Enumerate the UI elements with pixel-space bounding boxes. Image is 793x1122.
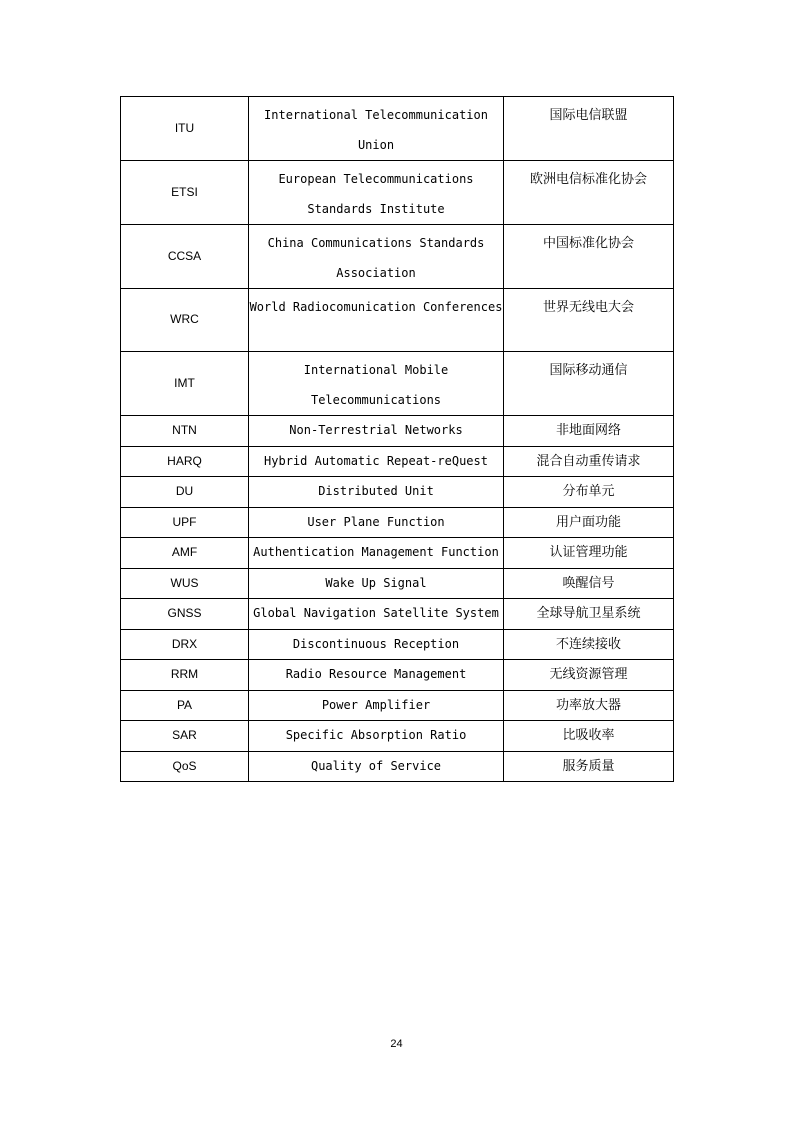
- chinese-name-cell: 功率放大器: [504, 690, 674, 721]
- abbreviation-cell: GNSS: [121, 599, 249, 630]
- abbreviation-cell: RRM: [121, 660, 249, 691]
- full-name-cell: Distributed Unit: [249, 477, 504, 508]
- abbreviation-cell: WUS: [121, 568, 249, 599]
- full-name-cell: International Mobile Telecommunications: [249, 352, 504, 416]
- full-name-cell: China Communications Standards Association: [249, 225, 504, 289]
- abbreviation-cell: DU: [121, 477, 249, 508]
- table-row: [121, 289, 674, 352]
- full-name-cell: World Radiocomunication Conferences: [249, 289, 504, 352]
- chinese-name-cell: 认证管理功能: [504, 538, 674, 569]
- table-row: [121, 507, 674, 538]
- full-name-cell: European Telecommunications Standards Institute: [249, 161, 504, 225]
- abbreviation-cell: ETSI: [121, 161, 249, 225]
- table-row: [121, 97, 674, 161]
- chinese-name-cell: 混合自动重传请求: [504, 446, 674, 477]
- chinese-name-cell: 不连续接收: [504, 629, 674, 660]
- abbreviation-cell: WRC: [121, 289, 249, 352]
- table-row: [121, 446, 674, 477]
- abbreviation-cell: PA: [121, 690, 249, 721]
- full-name-cell: Wake Up Signal: [249, 568, 504, 599]
- full-name-cell: Radio Resource Management: [249, 660, 504, 691]
- chinese-name-cell: 国际移动通信: [504, 352, 674, 416]
- chinese-name-cell: 服务质量: [504, 751, 674, 782]
- table-row: [121, 225, 674, 289]
- table-row: [121, 538, 674, 569]
- full-name-cell: Discontinuous Reception: [249, 629, 504, 660]
- abbreviation-cell: HARQ: [121, 446, 249, 477]
- table-row: [121, 660, 674, 691]
- abbreviation-cell: IMT: [121, 352, 249, 416]
- full-name-cell: Global Navigation Satellite System: [249, 599, 504, 630]
- chinese-name-cell: 欧洲电信标准化协会: [504, 161, 674, 225]
- chinese-name-cell: 比吸收率: [504, 721, 674, 752]
- table-row: [121, 690, 674, 721]
- chinese-name-cell: 中国标准化协会: [504, 225, 674, 289]
- full-name-cell: International Telecommunication Union: [249, 97, 504, 161]
- chinese-name-cell: 世界无线电大会: [504, 289, 674, 352]
- table-row: [121, 751, 674, 782]
- full-name-cell: Hybrid Automatic Repeat-reQuest: [249, 446, 504, 477]
- table-row: [121, 416, 674, 447]
- table-row: [121, 161, 674, 225]
- abbreviation-cell: DRX: [121, 629, 249, 660]
- table-row: [121, 721, 674, 752]
- abbreviation-cell: NTN: [121, 416, 249, 447]
- abbreviation-table: [120, 96, 674, 782]
- abbreviation-cell: CCSA: [121, 225, 249, 289]
- full-name-cell: Power Amplifier: [249, 690, 504, 721]
- abbreviation-cell: SAR: [121, 721, 249, 752]
- abbreviation-cell: AMF: [121, 538, 249, 569]
- full-name-cell: User Plane Function: [249, 507, 504, 538]
- table-row: [121, 477, 674, 508]
- table-row: [121, 568, 674, 599]
- table-row: [121, 599, 674, 630]
- abbreviation-cell: ITU: [121, 97, 249, 161]
- chinese-name-cell: 无线资源管理: [504, 660, 674, 691]
- chinese-name-cell: 全球导航卫星系统: [504, 599, 674, 630]
- abbreviation-cell: UPF: [121, 507, 249, 538]
- chinese-name-cell: 用户面功能: [504, 507, 674, 538]
- table-row: [121, 629, 674, 660]
- full-name-cell: Specific Absorption Ratio: [249, 721, 504, 752]
- chinese-name-cell: 唤醒信号: [504, 568, 674, 599]
- abbreviation-cell: QoS: [121, 751, 249, 782]
- chinese-name-cell: 非地面网络: [504, 416, 674, 447]
- full-name-cell: Quality of Service: [249, 751, 504, 782]
- chinese-name-cell: 分布单元: [504, 477, 674, 508]
- full-name-cell: Authentication Management Function: [249, 538, 504, 569]
- page-number: 24: [390, 1038, 403, 1050]
- full-name-cell: Non-Terrestrial Networks: [249, 416, 504, 447]
- chinese-name-cell: 国际电信联盟: [504, 97, 674, 161]
- table-row: [121, 352, 674, 416]
